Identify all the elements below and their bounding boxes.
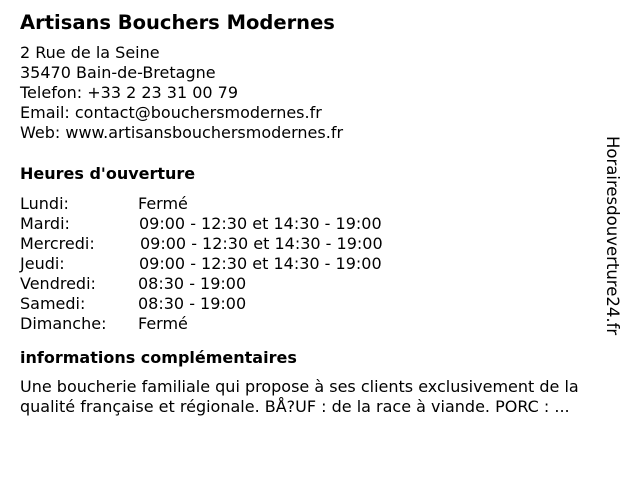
info-heading: informations complémentaires <box>20 348 297 367</box>
city-postcode: 35470 Bain-de-Bretagne <box>20 63 216 82</box>
hours-table <box>20 194 620 334</box>
day-hours: Fermé <box>138 314 188 333</box>
day-hours: 08:30 - 19:00 <box>138 274 247 293</box>
info-description: Une boucherie familiale qui propose à ses clients exclusivement de la qualité française et régionale. BÅ?UF : de la race à viande. PORC : ... <box>20 377 579 416</box>
hours-row-dimanche <box>20 314 620 334</box>
day-label: Lundi: <box>20 194 69 213</box>
day-hours: 09:00 - 12:30 et 14:30 - 19:00 <box>139 254 382 273</box>
day-label: Vendredi: <box>20 274 96 293</box>
business-name: Artisans Bouchers Modernes <box>20 11 335 34</box>
business-card <box>20 10 620 417</box>
hours-row-mardi <box>20 214 620 234</box>
contact-block <box>20 43 620 143</box>
email-address: Email: contact@bouchersmodernes.fr <box>20 103 322 122</box>
day-hours: 08:30 - 19:00 <box>138 294 247 313</box>
site-watermark: Horairesdouverture24.fr <box>603 136 622 336</box>
hours-row-vendredi <box>20 274 620 294</box>
phone-number: Telefon: +33 2 23 31 00 79 <box>20 83 239 102</box>
website: Web: www.artisansbouchersmodernes.fr <box>20 123 344 142</box>
day-label: Mardi: <box>20 214 70 233</box>
hours-row-mercredi <box>20 234 620 254</box>
hours-row-jeudi <box>20 254 620 274</box>
hours-row-samedi <box>20 294 620 314</box>
hours-heading: Heures d'ouverture <box>20 164 196 183</box>
day-hours: Fermé <box>138 194 188 213</box>
day-label: Dimanche: <box>20 314 107 333</box>
day-hours: 09:00 - 12:30 et 14:30 - 19:00 <box>140 234 383 253</box>
day-label: Samedi: <box>20 294 86 313</box>
day-label: Jeudi: <box>20 254 65 273</box>
hours-row-lundi <box>20 194 620 214</box>
street-address: 2 Rue de la Seine <box>20 43 160 62</box>
day-label: Mercredi: <box>20 234 95 253</box>
day-hours: 09:00 - 12:30 et 14:30 - 19:00 <box>139 214 382 233</box>
